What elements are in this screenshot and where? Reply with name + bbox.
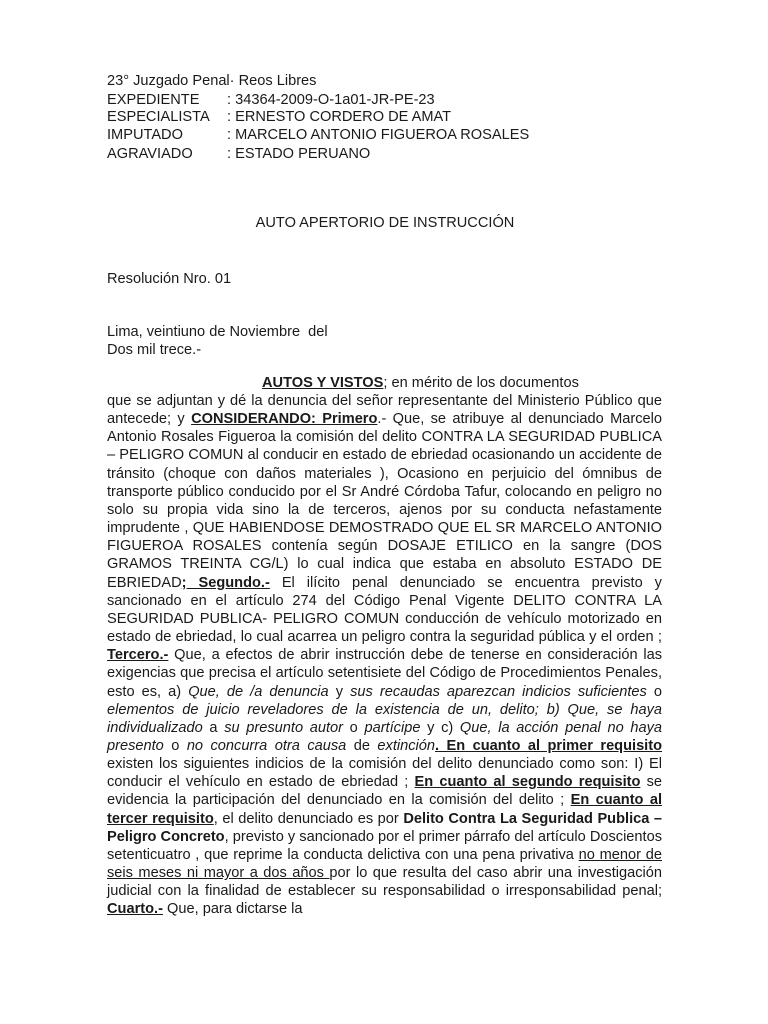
body-text-run: que se adjuntan y dé la denuncia del señor representante del Ministerio Público que antecede; y xyxy=(107,393,662,428)
document-title: AUTO APERTORIO DE INSTRUCCIÓN xyxy=(255,215,515,231)
court-name: 23° Juzgado Penal· Reos Libres xyxy=(107,73,317,89)
body-text-run: o xyxy=(343,719,365,736)
body-text-run: Que, a efectos de abrir instrucción debe de tenerse en consideración las exigencias que precisa el artículo setentisiete del Código de Procedimientos Penales, esto es, a) xyxy=(107,647,662,700)
body-text-run: por lo que resulta del caso abrir una investigación judicial con la finalidad de establecer su responsabilidad o irresponsabilidad penal; xyxy=(107,865,662,900)
pena-range: no menor de seis meses ni mayor a dos años xyxy=(107,846,662,882)
italic-run: sus recaudas aparezcan indicios suficientes xyxy=(350,683,647,700)
expediente-label: EXPEDIENTE xyxy=(107,92,200,108)
imputado-value: : MARCELO ANTONIO FIGUEROA ROSALES xyxy=(227,127,530,143)
segundo-requisito-heading: En cuanto al segundo requisito xyxy=(414,774,641,791)
imputado-row xyxy=(107,126,529,144)
expediente-row xyxy=(107,91,435,109)
italic-run: no concurra otra causa xyxy=(186,737,347,754)
document-body xyxy=(107,392,662,919)
body-text-run: , previsto y sancionado por el primer párrafo del artículo Doscientos setenticuatro , que reprime la conducta delictiva con una pena privativa xyxy=(107,828,663,863)
body-text-run: Que, para dictarse la xyxy=(162,901,303,918)
autos-y-vistos-rest: ; en mérito de los documentos xyxy=(383,375,579,391)
especialista-label: ESPECIALISTA xyxy=(107,109,210,125)
resolution-number: Resolución Nro. 01 xyxy=(107,271,232,287)
autos-y-vistos-line xyxy=(262,374,579,392)
body-text-run: o xyxy=(163,737,187,754)
cuarto-heading: Cuarto.- xyxy=(107,901,163,918)
agraviado-row xyxy=(107,145,370,163)
body-paragraph xyxy=(107,392,662,919)
italic-run: partícipe xyxy=(364,719,421,736)
especialista-value: : ERNESTO CORDERO DE AMAT xyxy=(227,109,452,125)
expediente-value: : 34364-2009-O-1a01-JR-PE-23 xyxy=(227,92,435,108)
especialista-row xyxy=(107,108,451,126)
body-text-run: de xyxy=(346,737,378,754)
body-text-run: se evidencia la participación del denunciado en la comisión del delito ; xyxy=(107,774,663,809)
body-text-run: existen los siguientes indicios de la comisión del delito denunciado como son: I) El conducir el vehículo en estado de ebriedad ; xyxy=(107,756,662,791)
italic-run: su presunto autor xyxy=(224,719,344,736)
considerando-heading: CONSIDERANDO: Primero xyxy=(191,411,378,428)
date-line-1: Lima, veintiuno de Noviembre del xyxy=(107,324,328,340)
body-text-run: y xyxy=(328,683,351,700)
italic-run: elementos de juicio reveladores de la existencia de un, delito; b) Que, se haya individualizado xyxy=(107,701,662,736)
italic-run: Que, la acción penal no haya presento xyxy=(107,719,662,754)
agraviado-label: AGRAVIADO xyxy=(107,146,193,162)
tercero-heading: Tercero.- xyxy=(107,647,169,664)
segundo-heading: ; Segundo.- xyxy=(181,574,270,591)
imputado-label: IMPUTADO xyxy=(107,127,183,143)
body-text-run: o xyxy=(646,683,663,700)
agraviado-value: : ESTADO PERUANO xyxy=(227,146,371,162)
body-text-run: a xyxy=(202,719,225,736)
body-text-run: El ilícito penal denunciado se encuentra previsto y sancionado en el artículo 274 del Código Penal Vigente DELITO CONTRA LA SEGURIDAD PUBLICA- PELIGRO COMUN conducción de vehículo motorizado en estado de ebriedad, lo cual acarrea un peligro contra la seguridad pública y el orden ; xyxy=(107,574,662,646)
body-text-run: y c) xyxy=(420,719,460,736)
body-text-run: .- Que, se atribuye al denunciado Marcelo Antonio Rosales Figueroa la comisión del delito CONTRA LA SEGURIDAD PUBLICA – PELIGRO COMUN al conducir en estado de ebriedad ocasionando un accidente de tránsito (choque con daños materiales ), Ocasiono en perjuicio del ómnibus de transporte público conducido por el Sr André Córdoba Tafur, colocando en peligro no solo su propia vida sino la de terceros, ajenos por su conducta nefastamente imprudente , QUE HABIENDOSE DEMOSTRADO QUE EL SR MARCELO ANTONIO FIGUEROA ROSALES contenía según DOSAJE ETILICO en la sangre (DOS GRAMOS TREINTA CG/L) lo cual indica que estaba en absoluto ESTADO DE EBRIEDAD xyxy=(107,411,662,591)
date-line-2: Dos mil trece.- xyxy=(107,342,202,358)
tercer-requisito-heading: En cuanto al tercer requisito xyxy=(107,792,663,827)
body-text-run: , el delito denunciado es por xyxy=(213,810,404,827)
delito-name: Delito Contra La Seguridad Publica – Peligro Concreto xyxy=(107,810,663,845)
primer-requisito-heading: . En cuanto al primer requisito xyxy=(435,737,663,754)
autos-y-vistos-heading: AUTOS Y VISTOS xyxy=(262,375,384,391)
italic-run: Que, de /a denuncia xyxy=(188,683,329,700)
italic-run: extinción xyxy=(377,737,436,754)
